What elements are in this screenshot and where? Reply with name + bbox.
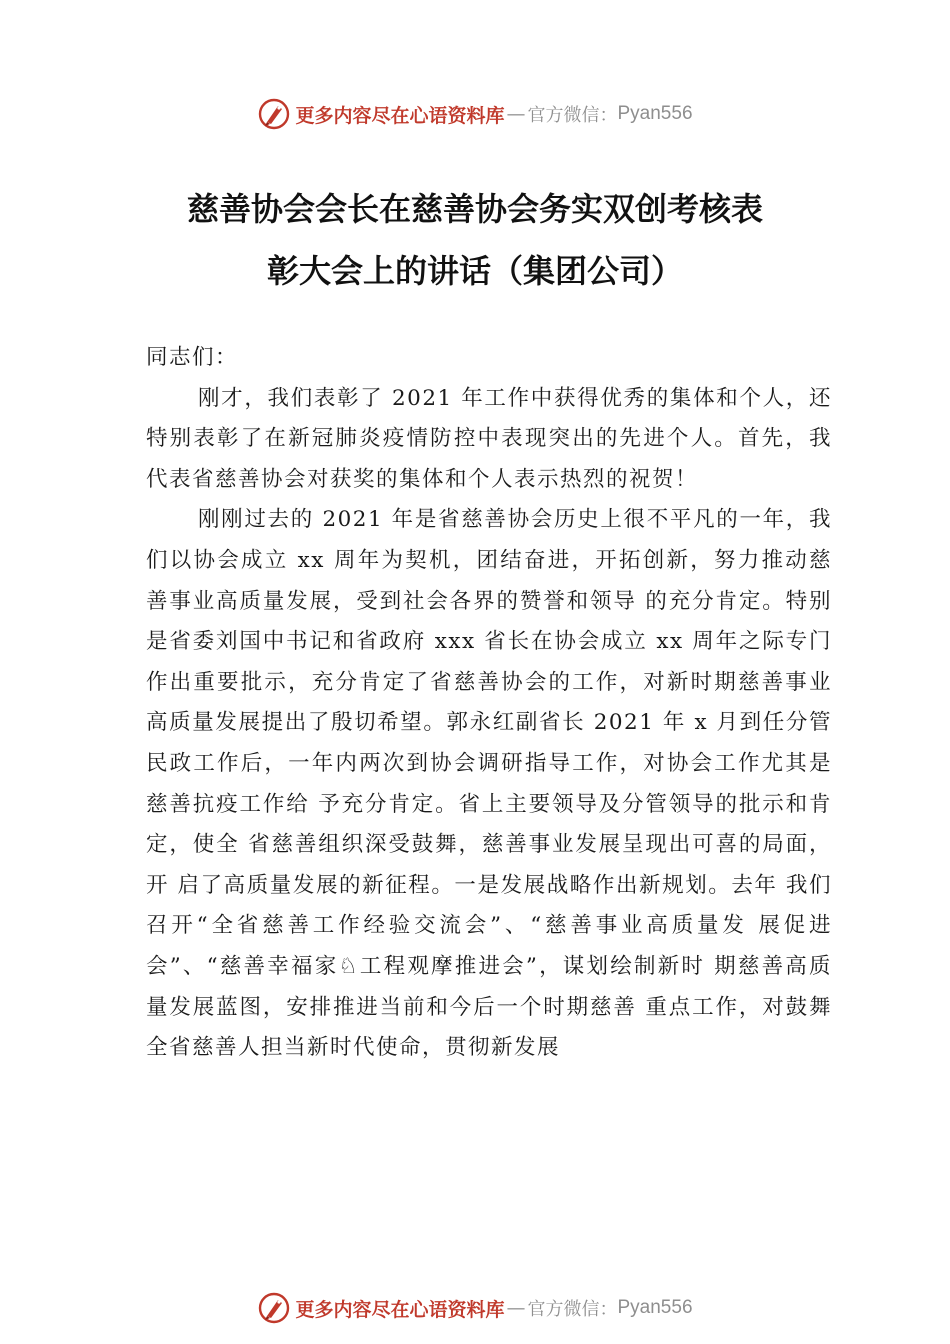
watermark-wechat-label: 官方微信： [527, 105, 618, 126]
watermark-source-text: 更多内容尽在心语资料库 [295, 104, 505, 127]
footer-watermark [0, 1288, 950, 1328]
header-watermark [0, 94, 950, 134]
pen-nib-logo-icon [257, 97, 291, 131]
watermark-wechat-label: 官方微信： [527, 1299, 618, 1320]
watermark-wechat-id: Pyan556 [617, 1297, 693, 1318]
paragraph-2: 刚刚过去的 2021 年是省慈善协会历史上很不平凡的一年，我们以协会成立 xx 周年为契机，团结奋进，开拓创新，努力推动慈善事业高质量发展，受到社会各界的赞誉和领导 的充分肯定。特别是省委刘国中书记和省政府 xxx 省长在协会成立 xx 周年之际专门作出重要批示，充分肯定了省慈善协会的工作，对新时期慈善事业高质量发展提出了殷切希望。郭永红副省长 2021 年 x 月到任分管民政工作后，一年内两次到协会调研指导工作，对协会工作尤其是慈善抗疫工作给 予充分肯定。省上主要领导及分管领导的批示和肯定，使全 省慈善组织深受鼓舞，慈善事业发展呈现出可喜的局面，开 启了高质量发展的新征程。一是发展战略作出新规划。去年 我们召开“全省慈善工作经验交流会”、“慈善事业高质量发 展促进会”、“慈善幸福家♘工程观摩推进会”，谋划绘制新时 期慈善高质量发展蓝图，安排推进当前和今后一个时期慈善 重点工作，对鼓舞全省慈善人担当新时代使命，贯彻新发展 [146, 507, 832, 1061]
document-body [146, 338, 832, 1069]
title-line-2: 彰大会上的讲话（集团公司） [266, 252, 683, 290]
watermark-dash: — [506, 1297, 526, 1319]
title-line-1: 慈善协会会长在慈善协会务实双创考核表 [186, 190, 763, 228]
watermark-dash: — [506, 103, 526, 125]
watermark-wechat-id: Pyan556 [617, 103, 693, 124]
document-title [0, 178, 950, 302]
salutation: 同志们： [146, 345, 239, 370]
paragraph-1: 刚才，我们表彰了 2021 年工作中获得优秀的集体和个人，还特别表彰了在新冠肺炎疫情防控中表现突出的先进个人。首先，我代表省慈善协会对获奖的集体和个人表示热烈的祝贺！ [146, 385, 832, 492]
watermark-source-text: 更多内容尽在心语资料库 [295, 1298, 505, 1321]
pen-nib-logo-icon [257, 1291, 291, 1325]
